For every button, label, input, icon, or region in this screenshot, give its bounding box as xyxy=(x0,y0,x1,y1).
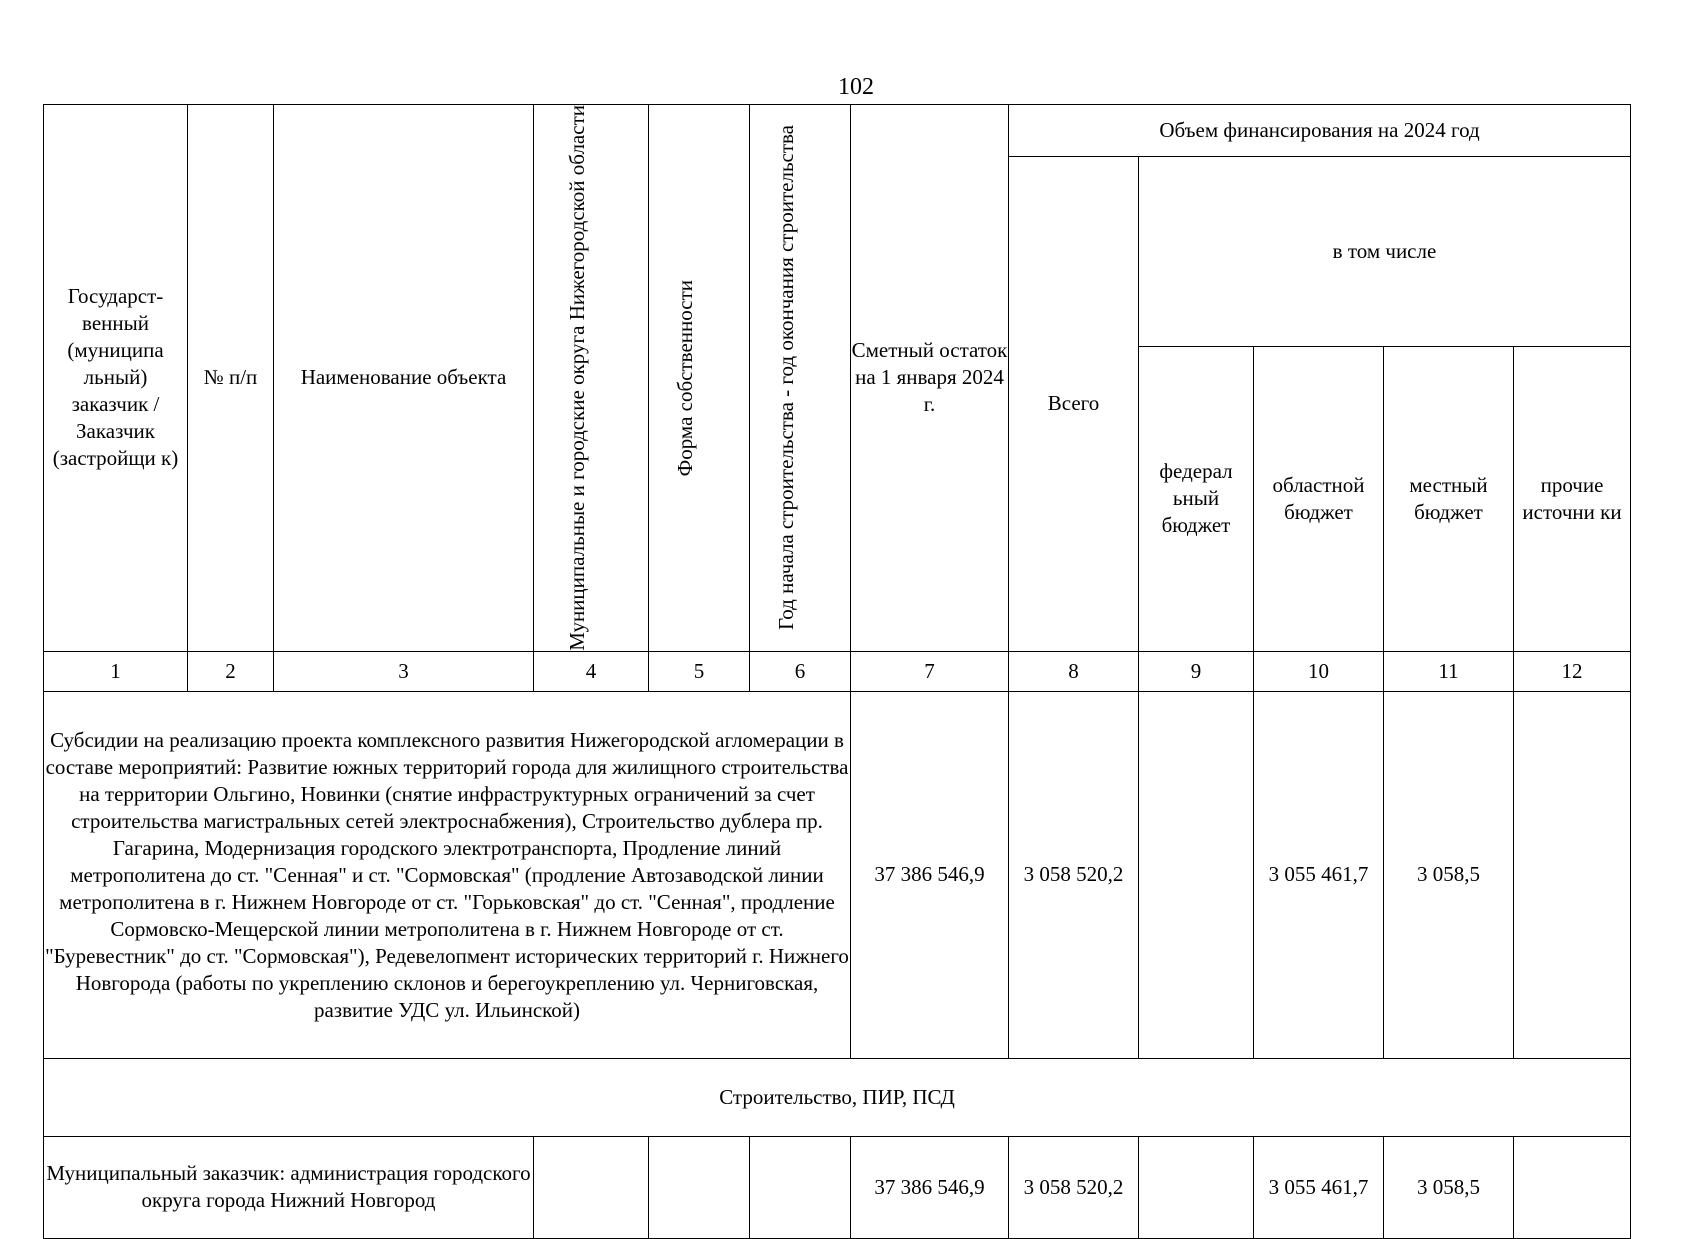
customer-name: Муниципальный заказчик: администрация городского округа города Нижний Новгород xyxy=(44,1136,534,1238)
customer-row xyxy=(44,1136,1631,1238)
financing-table xyxy=(43,104,1631,1239)
column-number: 1 xyxy=(44,651,188,691)
customer-local: 3 058,5 xyxy=(1384,1136,1514,1238)
subsidy-group-row xyxy=(44,691,1631,1058)
column-number-row xyxy=(44,651,1631,691)
section-title: Строительство, ПИР, ПСД xyxy=(44,1058,1631,1136)
header-other-sources: прочие источни ки xyxy=(1514,346,1631,651)
header-regional-budget: областной бюджет xyxy=(1254,346,1384,651)
header-row-1 xyxy=(44,105,1631,157)
column-number: 6 xyxy=(750,651,851,691)
subsidy-description xyxy=(44,691,851,1058)
customer-ownership xyxy=(649,1136,750,1238)
subsidy-total: 3 058 520,2 xyxy=(1009,691,1139,1058)
column-number: 2 xyxy=(188,651,274,691)
customer-other xyxy=(1514,1136,1631,1238)
customer-regional: 3 055 461,7 xyxy=(1254,1136,1384,1238)
column-number: 9 xyxy=(1139,651,1254,691)
customer-years xyxy=(750,1136,851,1238)
subsidy-other xyxy=(1514,691,1631,1058)
subsidy-local: 3 058,5 xyxy=(1384,691,1514,1058)
column-number: 8 xyxy=(1009,651,1139,691)
header-including: в том числе xyxy=(1139,157,1631,347)
header-years: Год начала строительства - год окончания строительства xyxy=(750,105,851,652)
header-municipality: Муниципальные и городские округа Нижегородской области xyxy=(534,105,649,652)
customer-federal xyxy=(1139,1136,1254,1238)
column-number: 5 xyxy=(649,651,750,691)
header-object-name: Наименование объекта xyxy=(274,105,534,652)
subsidy-regional: 3 055 461,7 xyxy=(1254,691,1384,1058)
subsidy-description-text: Субсидии на реализацию проекта комплексного развития Нижегородской агломерации в составе мероприятий: Развитие южных территорий города для жилищного строительства на территории Ольгино, Новинки (снятие инфраструктурных ограничений за счет строительства магистральных сетей электроснабжения), Строительство дублера пр. Гагарина, Модернизация городского электротранспорта, Продление линий метрополитена до ст. "Сенная" и ст. "Сормовская" (продление Автозаводской линии метрополитена в г. Нижнем Новгороде от ст. "Горьковская" до ст. "Сенная", продление Сормовско-Мещерской линии метрополитена в г. Нижнем Новгороде от ст. "Буревестник" до ст. "Сормовская"), Редевелопмент исторических территорий г. Нижнего Новгорода (работы по укреплению склонов и берегоукреплению ул. Черниговская, развитие УДС ул. Ильинской) xyxy=(45,728,849,1023)
header-customer: Государст-венный (муниципа льный) заказчик / Заказчик (застройщи к) xyxy=(44,105,188,652)
customer-balance: 37 386 546,9 xyxy=(851,1136,1009,1238)
header-total: Всего xyxy=(1009,157,1139,652)
subsidy-balance: 37 386 546,9 xyxy=(851,691,1009,1058)
column-number: 3 xyxy=(274,651,534,691)
column-number: 10 xyxy=(1254,651,1384,691)
subsidy-federal xyxy=(1139,691,1254,1058)
header-ownership: Форма собственности xyxy=(649,105,750,652)
page-number: 102 xyxy=(838,74,874,100)
header-number: № п/п xyxy=(188,105,274,652)
column-number: 11 xyxy=(1384,651,1514,691)
column-number: 12 xyxy=(1514,651,1631,691)
header-funding-title: Объем финансирования на 2024 год xyxy=(1009,105,1631,157)
column-number: 7 xyxy=(851,651,1009,691)
section-row xyxy=(44,1058,1631,1136)
header-federal-budget: федерал ьный бюджет xyxy=(1139,346,1254,651)
header-local-budget: местный бюджет xyxy=(1384,346,1514,651)
header-estimate-balance: Сметный остаток на 1 января 2024 г. xyxy=(851,105,1009,652)
column-number: 4 xyxy=(534,651,649,691)
customer-municipality xyxy=(534,1136,649,1238)
customer-total: 3 058 520,2 xyxy=(1009,1136,1139,1238)
